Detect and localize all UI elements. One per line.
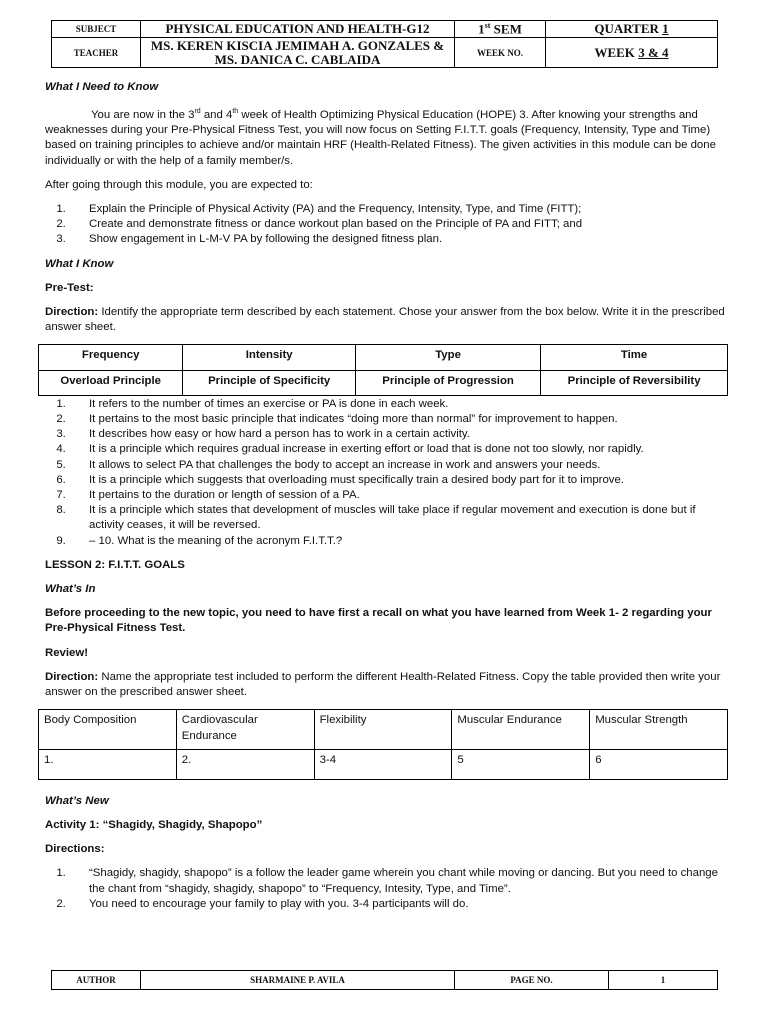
review-direction: Direction: Name the appropriate test included to perform the different Health-Related Fitness. Copy the table provided then write your answer on the prescribed answer sheet. <box>45 670 721 699</box>
teacher-names: MS. KEREN KISCIA JEMIMAH A. GONZALES & MS. DANICA C. CABLAIDA <box>141 38 455 68</box>
choice-cell: Principle of Reversibility <box>541 370 728 395</box>
activity-directions-list <box>45 866 728 912</box>
list-item: 1. Explain the Principle of Physical Activity (PA) and the Frequency, Intensity, Type, and Time (FITT); <box>69 202 728 217</box>
recall-paragraph: Before proceeding to the new topic, you need to have first a recall on what you have learned from Week 1- 2 regarding your Pre-Physical Fitness Test. <box>45 607 712 635</box>
semester: 1st SEM <box>455 21 546 38</box>
table-cell: 3-4 <box>314 749 452 779</box>
intro-paragraph: You are now in the 3rd and 4th week of Health Optimizing Physical Education (HOPE) 3. After knowing your strengths and weaknesses during your Pre-Physical Fitness Test, you will now focus on Setting F.I.T.T. goals (Frequency, Intensity, Type and Time) based on training principles to achieve and/or maintain HRF (Health-Related Fitness). The given activities in this module can be done individually or with the help of a family member/s. <box>45 108 716 167</box>
list-item: 1. It refers to the number of times an exercise or PA is done in each week. <box>69 397 728 412</box>
footer-table <box>51 970 718 990</box>
choice-cell: Principle of Progression <box>356 370 541 395</box>
choice-cell: Intensity <box>183 345 356 370</box>
review-label: Review! <box>45 646 89 659</box>
page-number: 1 <box>609 971 718 990</box>
choice-cell: Principle of Specificity <box>183 370 356 395</box>
lesson-title: LESSON 2: F.I.T.T. GOALS <box>45 558 185 571</box>
section-heading-what-i-know: What I Know <box>45 257 114 270</box>
objectives-list <box>45 202 728 248</box>
list-item: 5. It allows to select PA that challenges the body to accept an increase in work and answers your needs. <box>69 458 728 473</box>
week-value: WEEK 3 & 4 <box>546 38 718 68</box>
list-item: 4. It is a principle which requires gradual increase in exerting effort or load that is done not too slowly, nor rapidly. <box>69 442 728 457</box>
directions-label: Directions: <box>45 843 105 856</box>
table-header-cell: Muscular Endurance <box>452 710 590 749</box>
list-item: 9. – 10. What is the meaning of the acronym F.I.T.T.? <box>69 534 728 549</box>
section-heading-whats-new: What’s New <box>45 794 109 807</box>
pretest-direction: Direction: Identify the appropriate term described by each statement. Chose your answer from the box below. Write it in the prescribed answer sheet. <box>45 306 725 334</box>
table-header-cell: Cardiovascular Endurance <box>176 710 314 749</box>
table-header-cell: Body Composition <box>39 710 177 749</box>
section-heading-whats-in: What’s In <box>45 583 96 596</box>
choice-cell: Time <box>541 345 728 370</box>
header-table <box>51 20 718 68</box>
list-item: 2. Create and demonstrate fitness or dance workout plan based on the Principle of PA and FITT; and <box>69 217 728 232</box>
subject-label: SUBJECT <box>52 21 141 38</box>
pretest-label: Pre-Test: <box>45 281 94 294</box>
table-cell: 6 <box>590 749 728 779</box>
list-item: 3. Show engagement in L-M-V PA by following the designed fitness plan. <box>69 232 728 247</box>
author-label: AUTHOR <box>52 971 141 990</box>
table-header-cell: Flexibility <box>314 710 452 749</box>
author-name: SHARMAINE P. AVILA <box>141 971 455 990</box>
choice-cell: Type <box>356 345 541 370</box>
table-cell: 2. <box>176 749 314 779</box>
list-item: 7. It pertains to the duration or length of session of a PA. <box>69 488 728 503</box>
choice-cell: Frequency <box>39 345 183 370</box>
answer-choices-box <box>38 344 728 395</box>
list-item: 1. “Shagidy, shagidy, shapopo” is a follow the leader game wherein you chant while moving or dancing. But you need to change the chant from “shagidy, shagidy, shapopo” to “Frequency, Intesity, Type, and Time”. <box>69 866 728 896</box>
teacher-label: TEACHER <box>52 38 141 68</box>
pretest-items-list <box>45 397 728 549</box>
list-item: 8. It is a principle which states that development of muscles will take place if regular movement and execution is done but if activity ceases, it will be reversed. <box>69 503 728 533</box>
hrf-table <box>38 709 728 779</box>
list-item: 3. It describes how easy or how hard a person has to work in a certain activity. <box>69 427 728 442</box>
quarter: QUARTER 1 <box>546 21 718 38</box>
choice-cell: Overload Principle <box>39 370 183 395</box>
section-heading-what-i-need-to-know: What I Need to Know <box>45 81 159 93</box>
module-body <box>45 80 728 912</box>
list-item: 2. It pertains to the most basic principle that indicates “doing more than normal” for improvement to happen. <box>69 412 728 427</box>
week-label: WEEK NO. <box>455 38 546 68</box>
table-header-cell: Muscular Strength <box>590 710 728 749</box>
list-item: 2. You need to encourage your family to play with you. 3-4 participants will do. <box>69 897 728 912</box>
expectations-text: After going through this module, you are expected to: <box>45 178 313 191</box>
subject-value: PHYSICAL EDUCATION AND HEALTH-G12 <box>141 21 455 38</box>
page-label: PAGE NO. <box>455 971 609 990</box>
activity-title: Activity 1: “Shagidy, Shagidy, Shapopo” <box>45 818 263 831</box>
list-item: 6. It is a principle which suggests that overloading must specifically train a desired body part for it to improve. <box>69 473 728 488</box>
table-cell: 1. <box>39 749 177 779</box>
table-cell: 5 <box>452 749 590 779</box>
